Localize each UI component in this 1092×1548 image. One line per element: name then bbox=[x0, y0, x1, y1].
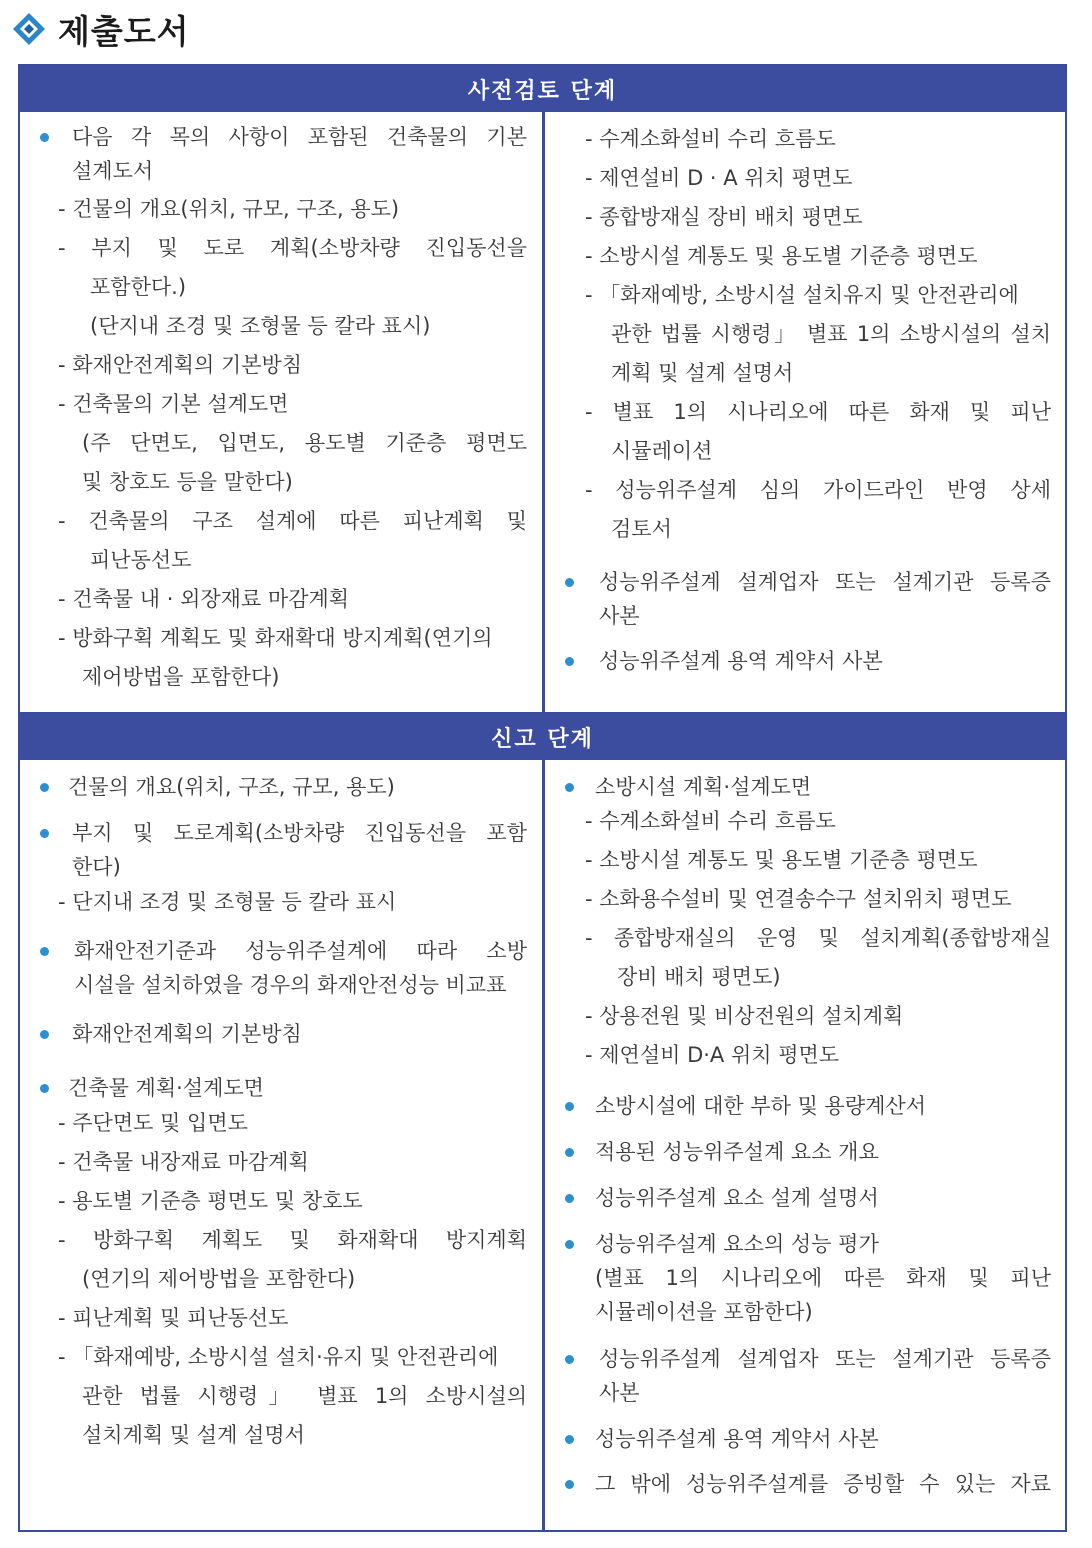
sub-item-continued: 장비 배치 평면도) bbox=[617, 965, 781, 989]
sub-item: - 제연설비 D · A 위치 평면도 bbox=[585, 166, 853, 190]
sub-item: - 성능위주설계 심의 가이드라인 반영 상세 bbox=[585, 478, 1051, 502]
list-item: 그 밖에 성능위주설계를 증빙할 수 있는 자료 bbox=[595, 1472, 1051, 1496]
sub-item: - 종합방재실의 운영 및 설치계획(종합방재실 bbox=[585, 926, 1051, 950]
bullet-icon bbox=[565, 578, 574, 587]
bullet-icon bbox=[565, 1148, 574, 1157]
bullet-icon bbox=[565, 1102, 574, 1111]
sub-item-continued: 제어방법을 포함한다) bbox=[82, 665, 280, 689]
sub-item: - 소화용수설비 및 연결송수구 설치위치 평면도 bbox=[585, 887, 1012, 911]
pre-review-stage-header: 사전검토 단계 bbox=[20, 66, 1065, 112]
pre-review-right-column bbox=[545, 112, 1065, 712]
bullet-icon bbox=[565, 1355, 574, 1364]
sub-item: - 건축물의 구조 설계에 따른 피난계획 및 bbox=[58, 509, 527, 533]
sub-item-continued: (단지내 조경 및 조형물 등 칼라 표시) bbox=[90, 314, 431, 338]
sub-item: - 상용전원 및 비상전원의 설치계획 bbox=[585, 1004, 904, 1028]
pre-review-stage-table bbox=[18, 64, 1067, 714]
sub-item: - 주단면도 및 입면도 bbox=[58, 1111, 248, 1135]
bullet-icon bbox=[40, 133, 49, 142]
sub-item-continued: 피난동선도 bbox=[90, 548, 192, 572]
list-item-continued: 사본 bbox=[599, 1381, 640, 1405]
bullet-icon bbox=[40, 1084, 49, 1093]
bullet-icon bbox=[565, 1194, 574, 1203]
sub-item: - 「화재예방, 소방시설 설치·유지 및 안전관리에 bbox=[58, 1345, 499, 1369]
list-item-continued: 시설을 설치하였을 경우의 화재안전성능 비교표 bbox=[74, 973, 507, 997]
sub-item: - 종합방재실 장비 배치 평면도 bbox=[585, 205, 863, 229]
pre-review-left-column bbox=[20, 112, 542, 712]
list-item-continued: 사본 bbox=[599, 604, 640, 628]
sub-item: - 피난계획 및 피난동선도 bbox=[58, 1306, 289, 1330]
list-item: 성능위주설계 용역 계약서 사본 bbox=[595, 1427, 879, 1451]
sub-item-continued: 설치계획 및 설계 설명서 bbox=[82, 1423, 305, 1447]
bullet-icon bbox=[40, 1030, 49, 1039]
bullet-icon bbox=[40, 947, 49, 956]
bullet-icon bbox=[40, 783, 49, 792]
list-item: 성능위주설계 설계업자 또는 설계기관 등록증 bbox=[599, 570, 1051, 594]
list-item: 화재안전계획의 기본방침 bbox=[72, 1022, 302, 1046]
sub-item-continued: 관한 법률 시행령」 별표 1의 소방시설의 설치 bbox=[611, 322, 1051, 346]
list-item: 성능위주설계 설계업자 또는 설계기관 등록증 bbox=[599, 1347, 1051, 1371]
list-item: 건물의 개요(위치, 구조, 규모, 용도) bbox=[68, 775, 395, 799]
sub-item-continued: 시뮬레이션 bbox=[611, 439, 713, 463]
list-item-continued: 시뮬레이션을 포함한다) bbox=[595, 1300, 813, 1324]
list-item-continued: 설계도서 bbox=[72, 159, 154, 183]
bullet-icon bbox=[565, 783, 574, 792]
bullet-icon bbox=[565, 1240, 574, 1249]
list-item: 성능위주설계 요소 설계 설명서 bbox=[595, 1186, 879, 1210]
sub-item: - 「화재예방, 소방시설 설치유지 및 안전관리에 bbox=[585, 283, 1019, 307]
bullet-icon bbox=[565, 657, 574, 666]
filing-right-column bbox=[545, 760, 1065, 1530]
sub-item: - 화재안전계획의 기본방침 bbox=[58, 353, 303, 377]
sub-item-continued: (연기의 제어방법을 포함한다) bbox=[82, 1267, 356, 1291]
list-item: 성능위주설계 용역 계약서 사본 bbox=[599, 649, 883, 673]
bullet-icon bbox=[40, 829, 49, 838]
sub-item-continued: 계획 및 설계 설명서 bbox=[611, 361, 794, 385]
list-item: 소방시설 계획·설계도면 bbox=[595, 775, 812, 799]
list-item: 적용된 성능위주설계 요소 개요 bbox=[595, 1140, 879, 1164]
list-item: 화재안전기준과 성능위주설계에 따라 소방 bbox=[74, 939, 527, 963]
filing-stage-header: 신고 단계 bbox=[20, 714, 1065, 760]
sub-item-continued: 관한 법률 시행령」 별표 1의 소방시설의 bbox=[82, 1384, 527, 1408]
bullet-icon bbox=[565, 1435, 574, 1444]
sub-item: - 제연설비 D·A 위치 평면도 bbox=[585, 1043, 840, 1067]
list-item: 부지 및 도로계획(소방차량 진입동선을 포함 bbox=[72, 821, 527, 845]
sub-item: - 부지 및 도로 계획(소방차량 진입동선을 bbox=[58, 236, 527, 260]
bullet-icon bbox=[565, 1480, 574, 1489]
list-item-continued: 한다) bbox=[72, 855, 121, 879]
sub-item: - 단지내 조경 및 조형물 등 칼라 표시 bbox=[58, 890, 397, 914]
page-heading bbox=[12, 8, 190, 50]
filing-left-column bbox=[20, 760, 542, 1530]
sub-item: - 수계소화설비 수리 흐름도 bbox=[585, 127, 836, 151]
sub-item: - 소방시설 계통도 및 용도별 기준층 평면도 bbox=[585, 244, 978, 268]
list-item: 다음 각 목의 사항이 포함된 건축물의 기본 bbox=[72, 125, 527, 149]
sub-item: - 방화구획 계획도 및 화재확대 방지계획(연기의 bbox=[58, 626, 493, 650]
sub-item: - 수계소화설비 수리 흐름도 bbox=[585, 809, 836, 833]
sub-item-continued: 및 창호도 등을 말한다) bbox=[82, 470, 293, 494]
sub-item: - 용도별 기준층 평면도 및 창호도 bbox=[58, 1189, 363, 1213]
sub-item: - 건축물 내 · 외장재료 마감계획 bbox=[58, 587, 350, 611]
list-item: 소방시설에 대한 부하 및 용량계산서 bbox=[595, 1094, 926, 1118]
sub-item: - 건물의 개요(위치, 규모, 구조, 용도) bbox=[58, 197, 400, 221]
sub-item: - 건축물 내장재료 마감계획 bbox=[58, 1150, 309, 1174]
sub-item: - 별표 1의 시나리오에 따른 화재 및 피난 bbox=[585, 400, 1051, 424]
list-item: 건축물 계획·설계도면 bbox=[68, 1076, 264, 1100]
list-item: 성능위주설계 요소의 성능 평가 bbox=[595, 1232, 879, 1256]
page-title: 제출도서 bbox=[58, 11, 190, 51]
sub-item-continued: 포함한다.) bbox=[90, 275, 187, 299]
sub-item: - 소방시설 계통도 및 용도별 기준층 평면도 bbox=[585, 848, 978, 872]
sub-item-continued: (주 단면도, 입면도, 용도별 기준층 평면도 bbox=[82, 431, 527, 455]
list-item-continued: (별표 1의 시나리오에 따른 화재 및 피난 bbox=[595, 1266, 1051, 1290]
sub-item-continued: 검토서 bbox=[611, 517, 672, 541]
filing-stage-table bbox=[18, 712, 1067, 1532]
sub-item: - 건축물의 기본 설계도면 bbox=[58, 392, 289, 416]
sub-item: - 방화구획 계획도 및 화재확대 방지계획 bbox=[58, 1228, 527, 1252]
diamond-icon bbox=[12, 12, 46, 46]
